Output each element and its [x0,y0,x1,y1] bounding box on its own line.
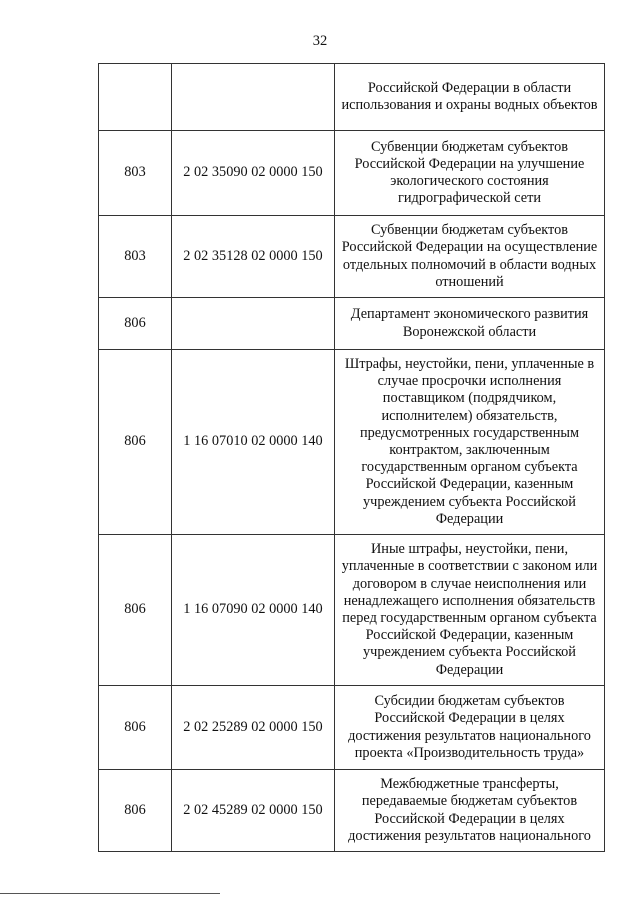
budget-code-cell: 1 16 07090 02 0000 140 [172,535,335,686]
table-row [99,131,605,216]
budget-codes-table [98,63,605,852]
description-cell: Иные штрафы, неустойки, пени, уплаченные в соответствии с законом или договором в случае неисполнения или ненадлежащего исполнения обязательств перед государственным органом субъекта Российской Федерации, казенным учреждением субъекта Российской Федерации [335,535,605,686]
budget-code-cell [172,64,335,131]
budget-code-cell: 2 02 35090 02 0000 150 [172,131,335,216]
admin-code-cell: 806 [99,770,172,852]
description-cell: Департамент экономического развития Воронежской области [335,298,605,350]
description-cell: Российской Федерации в области использования и охраны водных объектов [335,64,605,131]
table-row [99,686,605,770]
budget-code-cell: 2 02 35128 02 0000 150 [172,216,335,298]
admin-code-cell: 806 [99,535,172,686]
admin-code-cell: 806 [99,350,172,535]
table-row [99,535,605,686]
table-row [99,216,605,298]
description-cell: Штрафы, неустойки, пени, уплаченные в случае просрочки исполнения поставщиком (подрядчиком, исполнителем) обязательств, предусмотренных государственным контрактом, заключенным государственным органом субъекта Российской Федерации, казенным учреждением субъекта Российской Федерации [335,350,605,535]
admin-code-cell [99,64,172,131]
table-row [99,350,605,535]
description-cell: Межбюджетные трансферты, передаваемые бюджетам субъектов Российской Федерации в целях достижения результатов национального [335,770,605,852]
description-cell: Субвенции бюджетам субъектов Российской Федерации на улучшение экологического состояния гидрографической сети [335,131,605,216]
description-cell: Субсидии бюджетам субъектов Российской Федерации в целях достижения результатов национального проекта «Производительность труда» [335,686,605,770]
budget-code-cell: 2 02 45289 02 0000 150 [172,770,335,852]
admin-code-cell: 803 [99,131,172,216]
budget-code-cell: 1 16 07010 02 0000 140 [172,350,335,535]
admin-code-cell: 803 [99,216,172,298]
table-row [99,64,605,131]
budget-code-cell [172,298,335,350]
budget-code-cell: 2 02 25289 02 0000 150 [172,686,335,770]
table-row [99,298,605,350]
admin-code-cell: 806 [99,298,172,350]
footnote-separator [0,893,220,894]
page-number: 32 [312,33,328,49]
admin-code-cell: 806 [99,686,172,770]
table-row [99,770,605,852]
description-cell: Субвенции бюджетам субъектов Российской Федерации на осуществление отдельных полномочий в области водных отношений [335,216,605,298]
